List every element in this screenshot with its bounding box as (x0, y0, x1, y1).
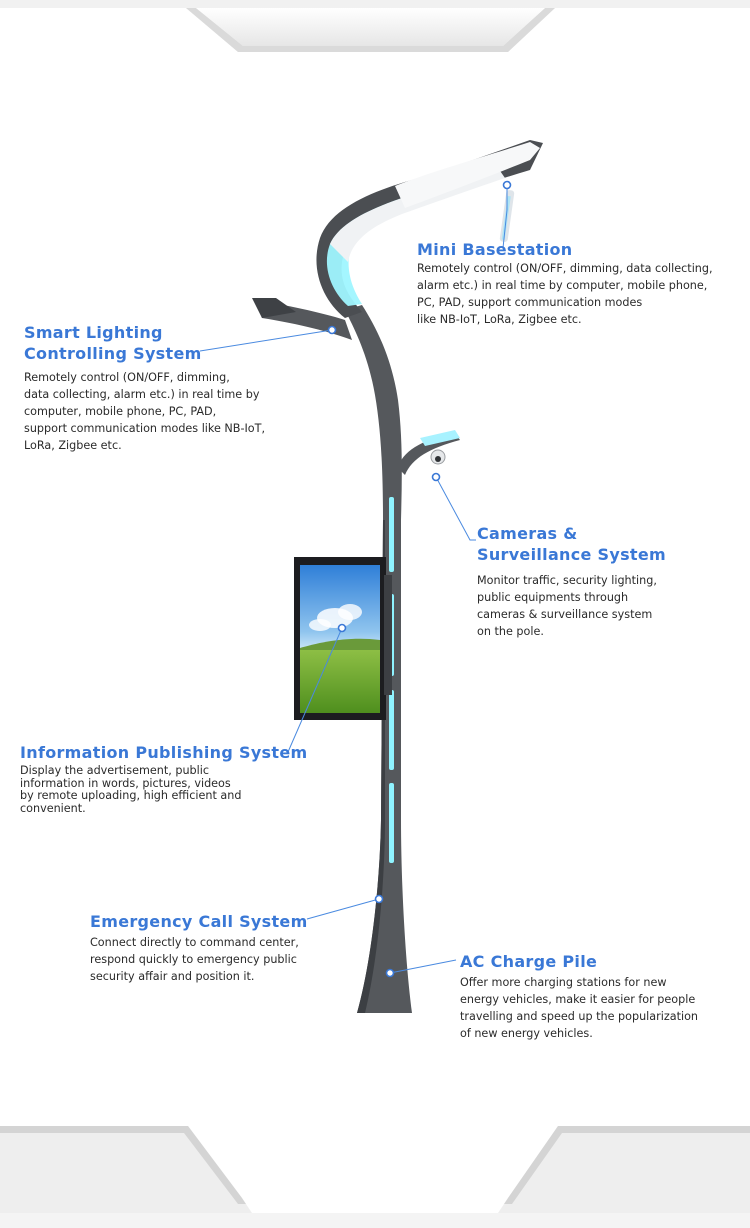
information-publishing-desc: Display the advertisement, public information in words, pictures, videos by remote uploading, high efficient and convenient. (20, 764, 242, 815)
feature-mini-basestation (417, 239, 747, 328)
led-strip (389, 497, 394, 572)
mini-basestation-desc: Remotely control (ON/OFF, dimming, data collecting, alarm etc.) in real time by computer, mobile phone, PC, PAD, support communication modes like NB-IoT, LoRa, Zigbee etc. (417, 262, 713, 326)
bottom-banner (0, 1126, 750, 1228)
cameras-title-line2: Surveillance System (477, 545, 666, 564)
smart-lighting-title-line2: Controlling System (24, 344, 202, 363)
mini-basestation-title: Mini Basestation (417, 240, 573, 259)
feature-cameras (477, 523, 727, 640)
feature-smart-lighting (24, 322, 304, 454)
top-banner (0, 0, 750, 52)
cameras-desc: Monitor traffic, security lighting, public equipments through cameras & surveillance system on the pole. (477, 574, 657, 638)
feature-emergency-call (90, 911, 340, 985)
smart-lighting-title-line1: Smart Lighting (24, 323, 163, 342)
emergency-call-desc: Connect directly to command center, respond quickly to emergency public security affair and position it. (90, 936, 299, 983)
emergency-call-title: Emergency Call System (90, 912, 308, 931)
cameras-title-line1: Cameras & (477, 524, 578, 543)
information-publishing-title: Information Publishing System (20, 743, 308, 762)
feature-information-publishing (20, 742, 310, 815)
feature-ac-charge-pile (460, 951, 745, 1042)
advertising-display (294, 557, 392, 720)
smart-lighting-desc: Remotely control (ON/OFF, dimming, data collecting, alarm etc.) in real time by computer, mobile phone, PC, PAD, support communication modes like NB-IoT, LoRa, Zigbee etc. (24, 371, 266, 452)
ac-charge-title: AC Charge Pile (460, 952, 598, 971)
ac-charge-desc: Offer more charging stations for new energy vehicles, make it easier for people travelling and speed up the popularization of new energy vehicles. (460, 976, 699, 1040)
